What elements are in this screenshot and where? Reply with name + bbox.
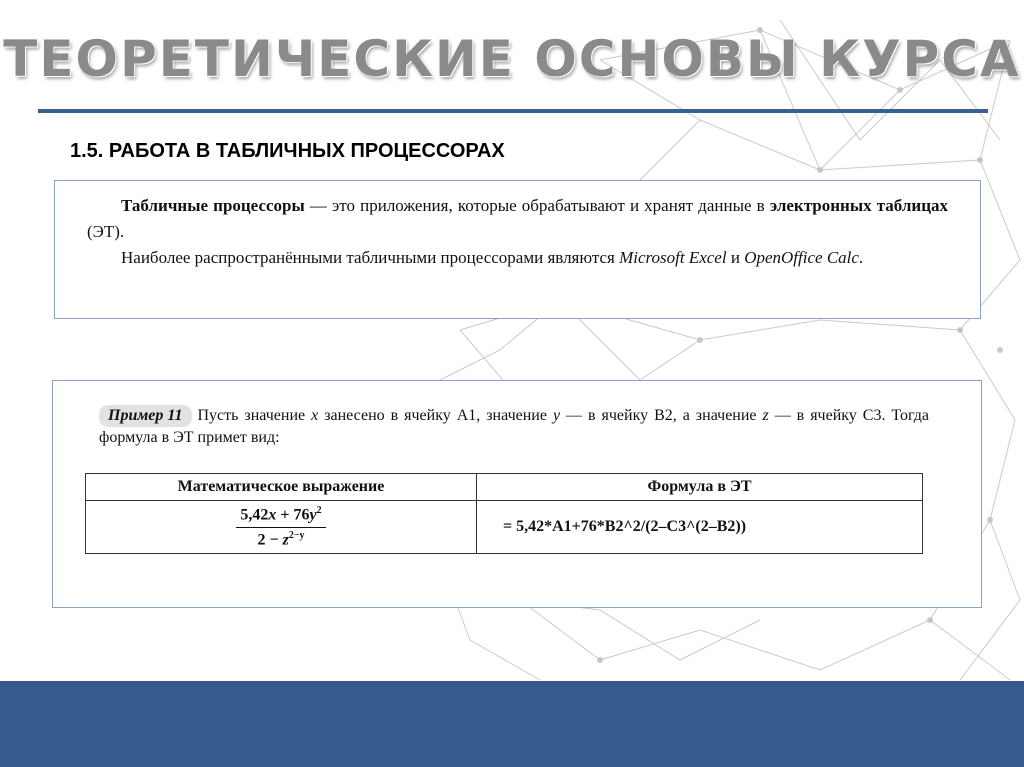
example-text-3: — в ячейку B2, а значение [560,407,763,424]
apps-conjunction: и [726,248,745,267]
numerator-exponent: 2 [316,505,322,517]
fraction-numerator [236,505,325,527]
definition-term: Табличные процессоры [121,196,305,215]
example-text-1: Пусть значение [191,407,312,424]
apps-text: Наиболее распространёнными табличными процессорами являются [121,248,620,267]
example-var-y: y [552,407,561,424]
definition-term-2: электронных таблицах [769,196,948,215]
definition-text: — это приложения, которые обрабатывают и хранят данные в [304,196,770,215]
denominator-exponent: 2−y [288,529,305,541]
numerator-coefficient: 5,42 [240,506,269,524]
numerator-var-x: x [268,506,277,524]
formula-table [85,473,923,554]
title-divider [38,109,988,113]
app-name-excel: Microsoft Excel [619,248,727,267]
spreadsheet-formula-cell: = 5,42*A1+76*B2^2/(2–C3^(2–B2)) [477,501,923,554]
footer-bar [0,681,1024,767]
app-name-calc: OpenOffice Calc [744,248,859,267]
example-text-2: занесено в ячейку A1, значение [318,407,553,424]
fraction-denominator [257,528,304,549]
denominator-constant: 2 − [257,530,283,548]
denominator-var-z: z [282,530,289,548]
header-math-expression: Математическое выражение [86,474,477,501]
header-spreadsheet-formula: Формула в ЭТ [477,474,923,501]
table-row [86,501,923,554]
apps-period: . [858,248,864,267]
slide-title: ТЕОРЕТИЧЕСКИЕ ОСНОВЫ КУРСА [3,30,1021,88]
example-text-4: — в ячейку C3. Тогда формула в ЭТ примет вид: [99,407,930,446]
example-var-x: x [311,407,319,424]
definition-paragraph [87,193,948,245]
math-expression-cell [86,501,477,554]
apps-paragraph [87,245,948,271]
definition-text-2: (ЭТ). [87,222,125,241]
definition-box [54,180,981,319]
section-heading: 1.5. РАБОТА В ТАБЛИЧНЫХ ПРОЦЕССОРАХ [70,140,505,162]
table-header-row [86,474,923,501]
numerator-operator: + 76 [276,506,310,524]
math-fraction [236,505,325,549]
numerator-var-y: y [309,506,317,524]
example-box [52,380,982,608]
example-badge: Пример 11 [99,405,192,427]
example-description [99,405,929,449]
example-var-z: z [762,407,769,424]
